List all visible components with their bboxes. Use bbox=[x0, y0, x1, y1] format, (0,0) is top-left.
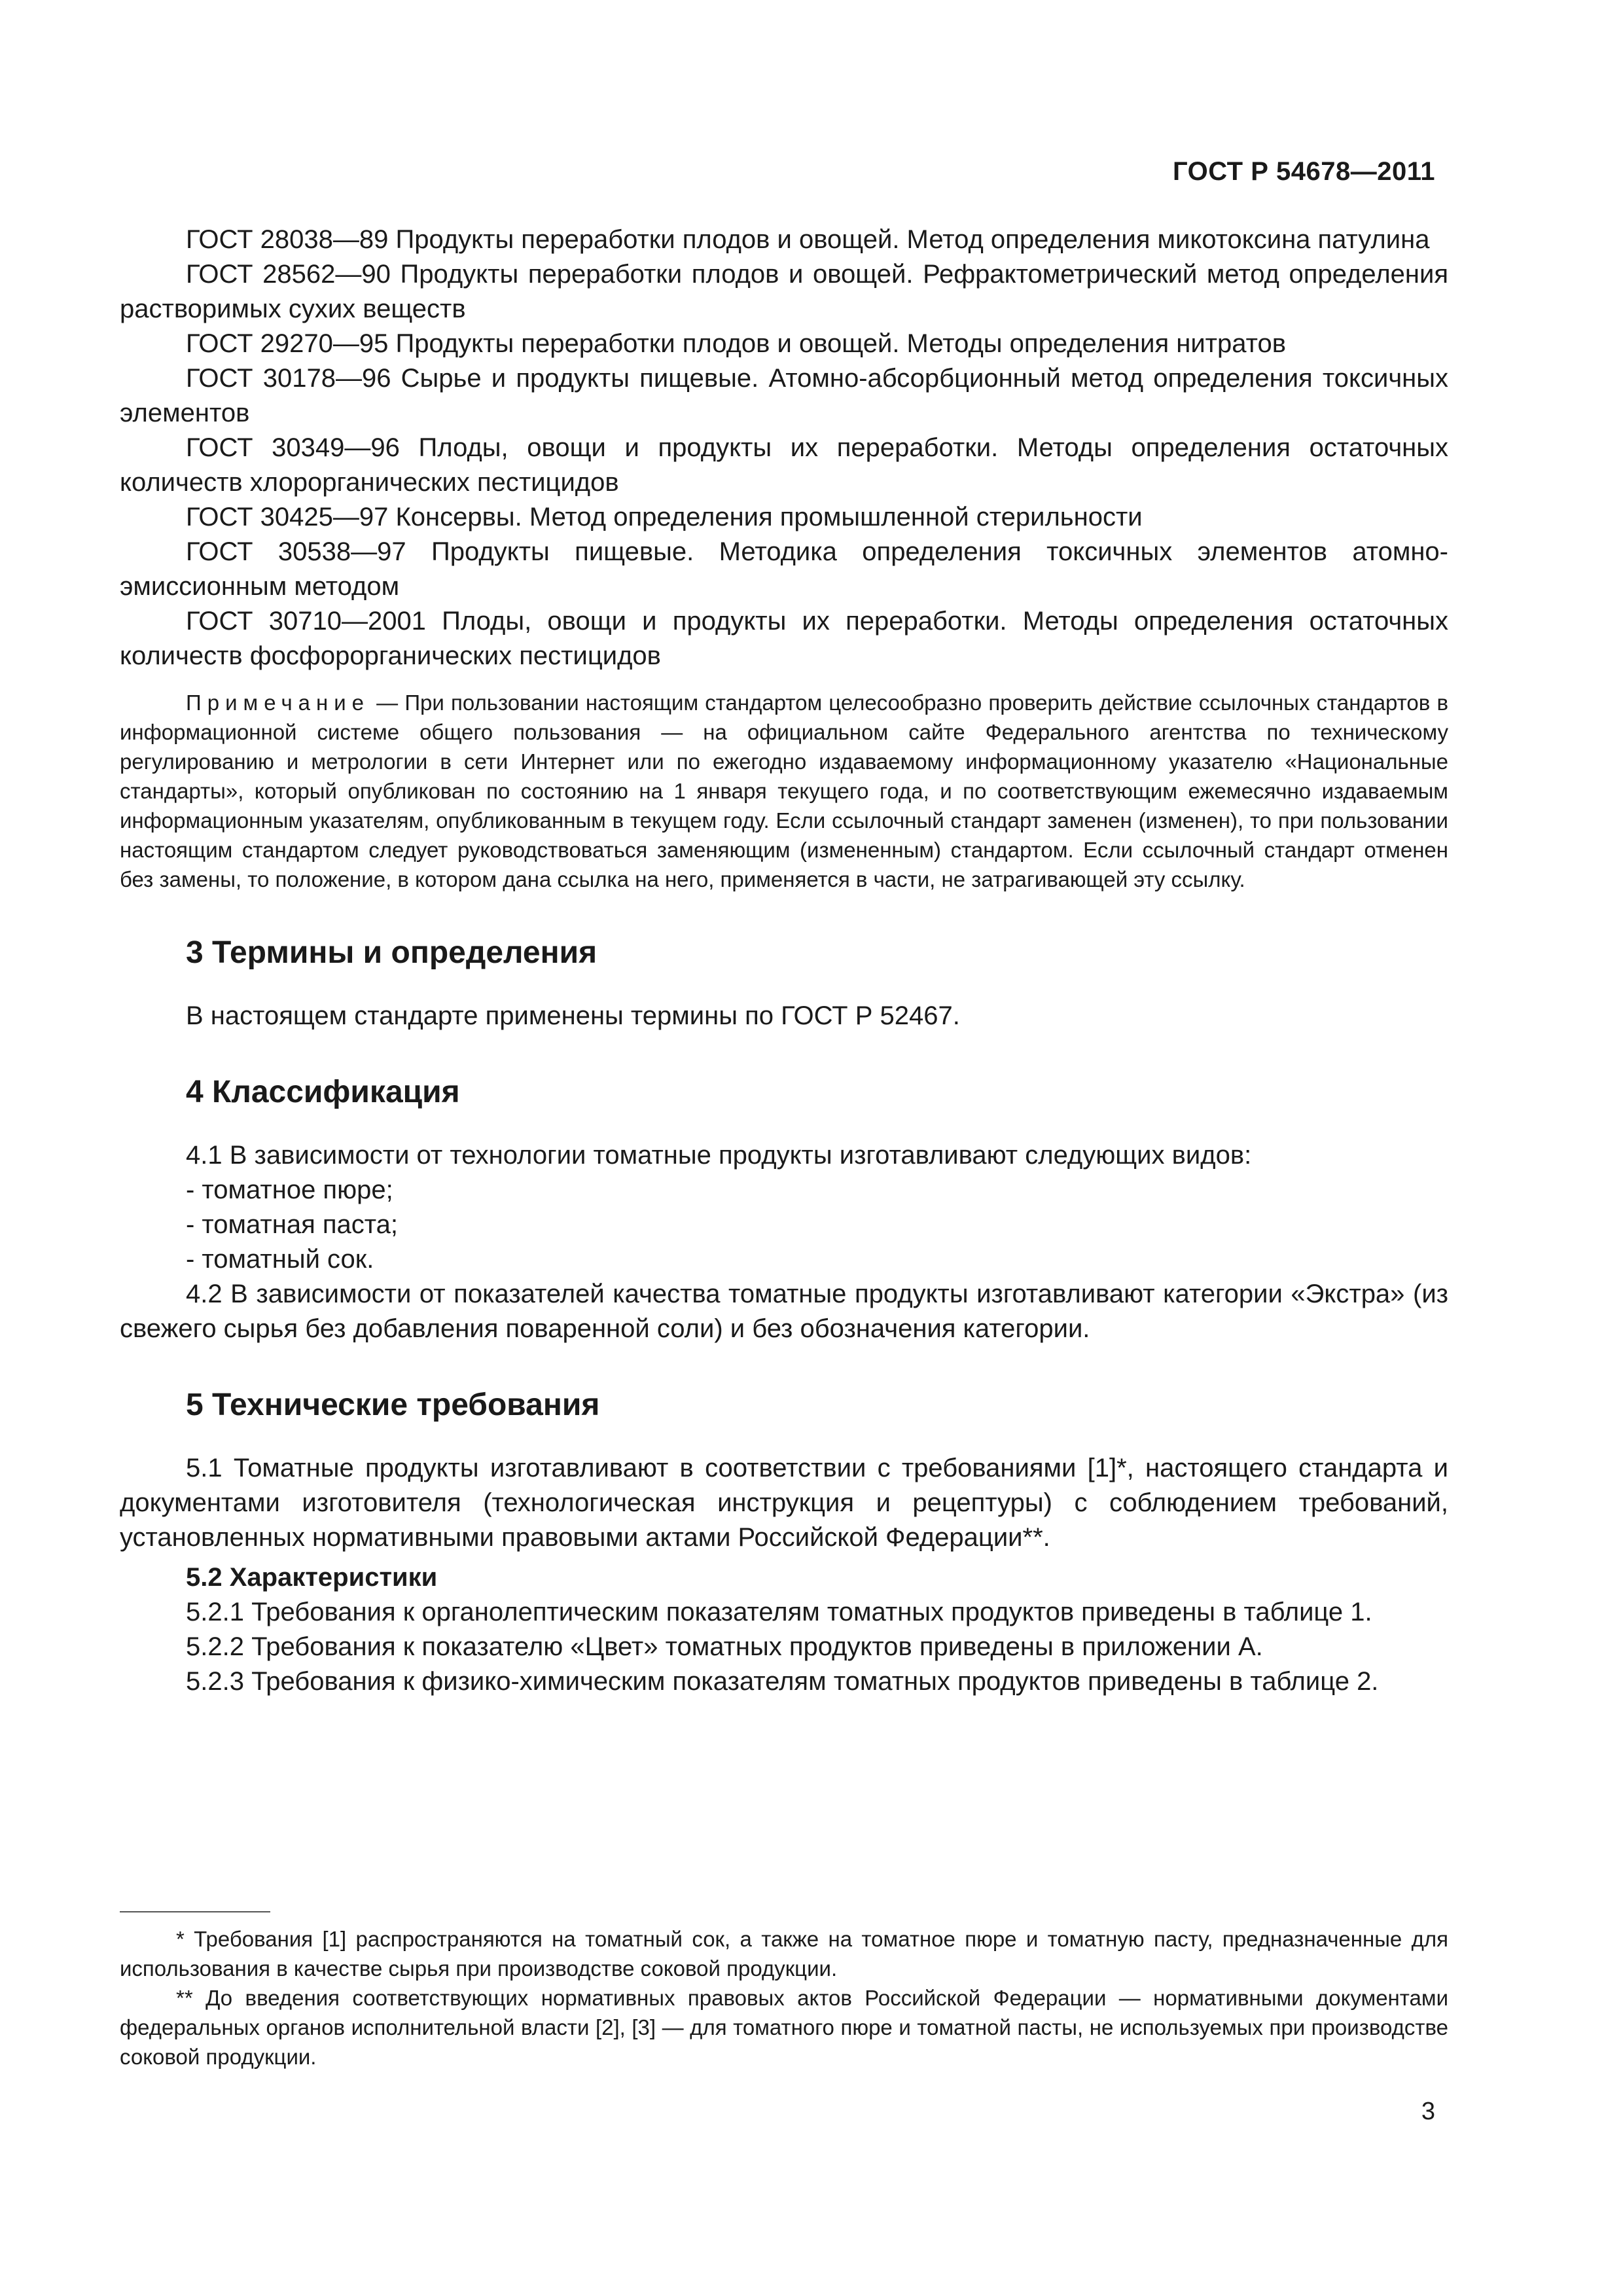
note-paragraph bbox=[120, 688, 1448, 894]
list-item: - томатное пюре; bbox=[186, 1175, 393, 1204]
page-content bbox=[120, 223, 1448, 1699]
reference-item: ГОСТ 30178—96 Сырье и продукты пищевые. Атомно-абсорбционный метод определения токсичных элементов bbox=[120, 364, 1448, 427]
clause-5-2-2: 5.2.2 Требования к показателю «Цвет» томатных продуктов приведены в приложении А. bbox=[186, 1632, 1263, 1661]
reference-item: ГОСТ 28562—90 Продукты переработки плодов и овощей. Рефрактометрический метод определения растворимых сухих веществ bbox=[120, 260, 1448, 323]
section-3-text: В настоящем стандарте применены термины по ГОСТ Р 52467. bbox=[186, 1001, 960, 1030]
section-5-heading: 5 Технические требования bbox=[186, 1388, 600, 1422]
clause-4-1: 4.1 В зависимости от технологии томатные продукты изготавливают следующих видов: bbox=[186, 1141, 1252, 1170]
reference-item: ГОСТ 30425—97 Консервы. Метод определения промышленной стерильности bbox=[186, 503, 1143, 531]
clause-4-2: 4.2 В зависимости от показателей качества томатные продукты изготавливают категории «Экстра» (из свежего сырья без добавления поваренной соли) и без обозначения категории. bbox=[120, 1280, 1448, 1343]
section-4-heading: 4 Классификация bbox=[186, 1075, 460, 1109]
footnotes bbox=[120, 1924, 1448, 2072]
note-label: Примечание bbox=[186, 691, 370, 715]
document-code-header: ГОСТ Р 54678—2011 bbox=[1173, 157, 1435, 186]
footnote-divider bbox=[120, 1911, 270, 1912]
reference-item: ГОСТ 30349—96 Плоды, овощи и продукты их переработки. Методы определения остаточных количеств хлорорганических пестицидов bbox=[120, 433, 1448, 497]
note-text: — При пользовании настоящим стандартом целесообразно проверить действие ссылочных стандартов в информационной системе общего пользования — на официальном сайте Федерального агентства по техническому регулированию и метрологии в сети Интернет или по ежегодно издаваемому информационному указателю «Национальные стандарты», который опубликован по состоянию на 1 января текущего года, и по соответствующим ежемесячно издаваемым информационным указателям, опубликованным в текущем году. Если ссылочный стандарт заменен (изменен), то при пользовании настоящим стандартом следует руководствоваться заменяющим (измененным) стандартом. Если ссылочный стандарт отменен без замены, то положение, в котором дана ссылка на него, применяется в части, не затрагивающей эту ссылку. bbox=[120, 691, 1448, 891]
reference-item: ГОСТ 28038—89 Продукты переработки плодов и овощей. Метод определения микотоксина патулина bbox=[186, 225, 1430, 254]
list-item: - томатный сок. bbox=[186, 1245, 374, 1274]
section-3-heading: 3 Термины и определения bbox=[186, 935, 597, 970]
clause-5-1: 5.1 Томатные продукты изготавливают в соответствии с требованиями [1]*, настоящего стандарта и документами изготовителя (технологическая инструкция и рецептуры) с соблюдением требований, установленных нормативными правовыми актами Российской Федерации**. bbox=[120, 1454, 1448, 1552]
reference-item: ГОСТ 30538—97 Продукты пищевые. Методика определения токсичных элементов атомно-эмиссионным методом bbox=[120, 537, 1448, 601]
reference-item: ГОСТ 30710—2001 Плоды, овощи и продукты их переработки. Методы определения остаточных количеств фосфорорганических пестицидов bbox=[120, 607, 1448, 670]
clause-5-2-1: 5.2.1 Требования к органолептическим показателям томатных продуктов приведены в таблице 1. bbox=[186, 1598, 1372, 1626]
reference-item: ГОСТ 29270—95 Продукты переработки плодов и овощей. Методы определения нитратов bbox=[186, 329, 1286, 358]
footnote-2: ** До введения соответствующих нормативных правовых актов Российской Федерации — нормативными документами федеральных органов исполнительной власти [2], [3] — для томатного пюре и томатной пасты, не используемых при производстве соковой продукции. bbox=[120, 1986, 1448, 2069]
page-number: 3 bbox=[1421, 2098, 1435, 2125]
subsection-5-2-heading: 5.2 Характеристики bbox=[186, 1563, 438, 1592]
list-item: - томатная паста; bbox=[186, 1210, 398, 1239]
footnote-1: * Требования [1] распространяются на томатный сок, а также на томатное пюре и томатную пасту, предназначенные для использования в качестве сырья при производстве соковой продукции. bbox=[120, 1927, 1448, 1981]
clause-5-2-3: 5.2.3 Требования к физико-химическим показателям томатных продуктов приведены в таблице 2. bbox=[186, 1667, 1379, 1696]
normative-references bbox=[120, 223, 1448, 673]
